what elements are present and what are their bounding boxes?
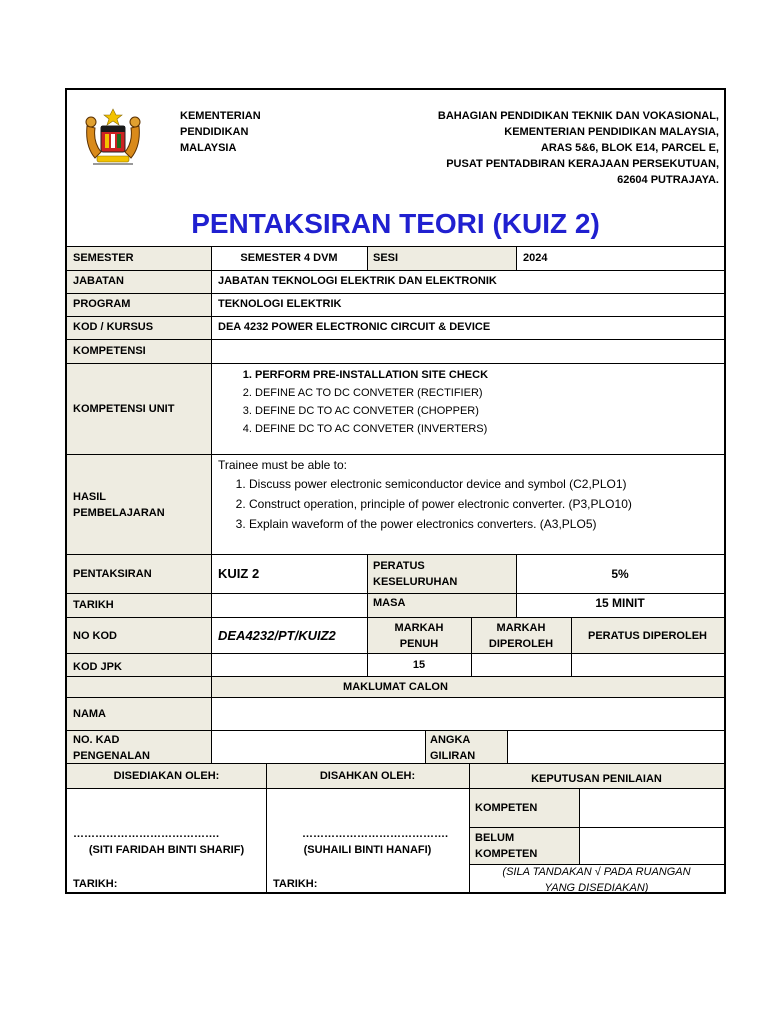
ministry-line: PENDIDIKAN [180, 126, 249, 138]
kompeten-checkbox[interactable] [580, 789, 724, 826]
label-nama: NAMA [73, 708, 106, 720]
label-program: PROGRAM [73, 298, 131, 310]
label-jabatan: JABATAN [73, 275, 124, 287]
signature-dots: …………………………………. [73, 828, 220, 840]
label-no-kad: PENGENALAN [73, 750, 151, 762]
label-keputusan-penilaian: KEPUTUSAN PENILAIAN [531, 773, 662, 785]
signature-dots: …………………………………. [302, 828, 449, 840]
address-line: 62604 PUTRAJAYA. [617, 174, 719, 186]
ministry-line: KEMENTERIAN [180, 110, 261, 122]
label-disahkan-oleh: DISAHKAN OLEH: [319, 770, 416, 782]
list-item: DEFINE AC TO DC CONVETER (RECTIFIER) [255, 387, 483, 399]
label-belum-kompeten: BELUM [475, 832, 515, 844]
label-semester: SEMESTER [73, 252, 134, 264]
label-peratus-diperoleh: PERATUS DIPEROLEH [588, 630, 707, 642]
value-jabatan: JABATAN TEKNOLOGI ELEKTRIK DAN ELEKTRONIK [218, 275, 497, 287]
value-no-kod: DEA4232/PT/KUIZ2 [218, 628, 336, 643]
address-line: BAHAGIAN PENDIDIKAN TEKNIK DAN VOKASIONAL, [437, 110, 719, 122]
label-kod-jpk: KOD JPK [73, 661, 122, 673]
list-item: PERFORM PRE-INSTALLATION SITE CHECK [255, 369, 489, 381]
list-item: Construct operation, principle of power electronic converter. (P3,PLO10) [249, 497, 632, 511]
value-pentaksiran: KUIZ 2 [218, 566, 260, 581]
label-disediakan-oleh: DISEDIAKAN OLEH: [113, 770, 220, 782]
label-markah-penuh: MARKAH [394, 622, 444, 634]
value-masa: 15 MINIT [595, 596, 645, 610]
label-angka-giliran: GILIRAN [430, 750, 476, 762]
label-no-kad: NO. KAD [73, 734, 120, 746]
label-peratus: PERATUS [373, 560, 425, 572]
label-kompetensi-unit: KOMPETENSI UNIT [73, 403, 175, 415]
hasil-list [205, 474, 724, 534]
address-line: PUSAT PENTADBIRAN KERAJAAN PERSEKUTUAN, [446, 158, 719, 170]
page-title: PENTAKSIRAN TEORI (KUIZ 2) [191, 208, 600, 239]
label-angka-giliran: ANGKA [430, 734, 471, 746]
label-sesi: SESI [373, 252, 399, 264]
value-peratus: 5% [611, 567, 629, 581]
section-maklumat-calon: MAKLUMAT CALON [343, 681, 448, 693]
value-semester: SEMESTER 4 DVM [240, 252, 338, 264]
malaysia-coat-of-arms-logo [81, 106, 145, 170]
list-item: DEFINE DC TO AC CONVETER (INVERTERS) [255, 423, 488, 435]
label-belum-kompeten: KOMPETEN [475, 848, 538, 860]
value-markah-penuh: 15 [412, 659, 426, 671]
address-line: ARAS 5&6, BLOK E14, PARCEL E, [540, 142, 719, 154]
label-kod-kursus: KOD / KURSUS [73, 321, 154, 333]
label-tarikh-disahkan: TARIKH: [273, 878, 318, 890]
label-markah-diperoleh: DIPEROLEH [488, 638, 554, 650]
label-kompeten: KOMPETEN [475, 802, 538, 814]
label-hasil: HASIL [73, 491, 106, 503]
instruction-note: YANG DISEDIAKAN) [544, 882, 649, 894]
value-sesi: 2024 [523, 252, 548, 264]
label-masa: MASA [373, 597, 406, 609]
hasil-intro: Trainee must be able to: [218, 458, 347, 472]
list-item: DEFINE DC TO AC CONVETER (CHOPPER) [255, 405, 479, 417]
label-markah-diperoleh: MARKAH [496, 622, 546, 634]
ministry-line: MALAYSIA [180, 142, 237, 154]
kompetensi-unit-list [211, 366, 724, 438]
disediakan-nama: (SITI FARIDAH BINTI SHARIF) [88, 844, 245, 856]
label-tarikh: TARIKH [73, 599, 114, 611]
value-program: TEKNOLOGI ELEKTRIK [218, 298, 342, 310]
label-tarikh-disediakan: TARIKH: [73, 878, 118, 890]
instruction-note: (SILA TANDAKAN √ PADA RUANGAN [502, 866, 691, 878]
assessment-form [65, 88, 726, 894]
label-hasil: PEMBELAJARAN [73, 507, 165, 519]
address-line: KEMENTERIAN PENDIDIKAN MALAYSIA, [504, 126, 719, 138]
label-peratus: KESELURUHAN [373, 576, 458, 588]
label-no-kod: NO KOD [73, 630, 117, 642]
list-item: Discuss power electronic semiconductor device and symbol (C2,PLO1) [249, 477, 627, 491]
label-pentaksiran: PENTAKSIRAN [73, 568, 152, 580]
list-item: Explain waveform of the power electronics converters. (A3,PLO5) [249, 517, 597, 531]
label-kompetensi: KOMPETENSI [73, 345, 146, 357]
belum-kompeten-checkbox[interactable] [580, 828, 724, 863]
label-markah-penuh: PENUH [399, 638, 439, 650]
disahkan-nama: (SUHAILI BINTI HANAFI) [303, 844, 432, 856]
value-kod-kursus: DEA 4232 POWER ELECTRONIC CIRCUIT & DEVICE [218, 321, 491, 333]
